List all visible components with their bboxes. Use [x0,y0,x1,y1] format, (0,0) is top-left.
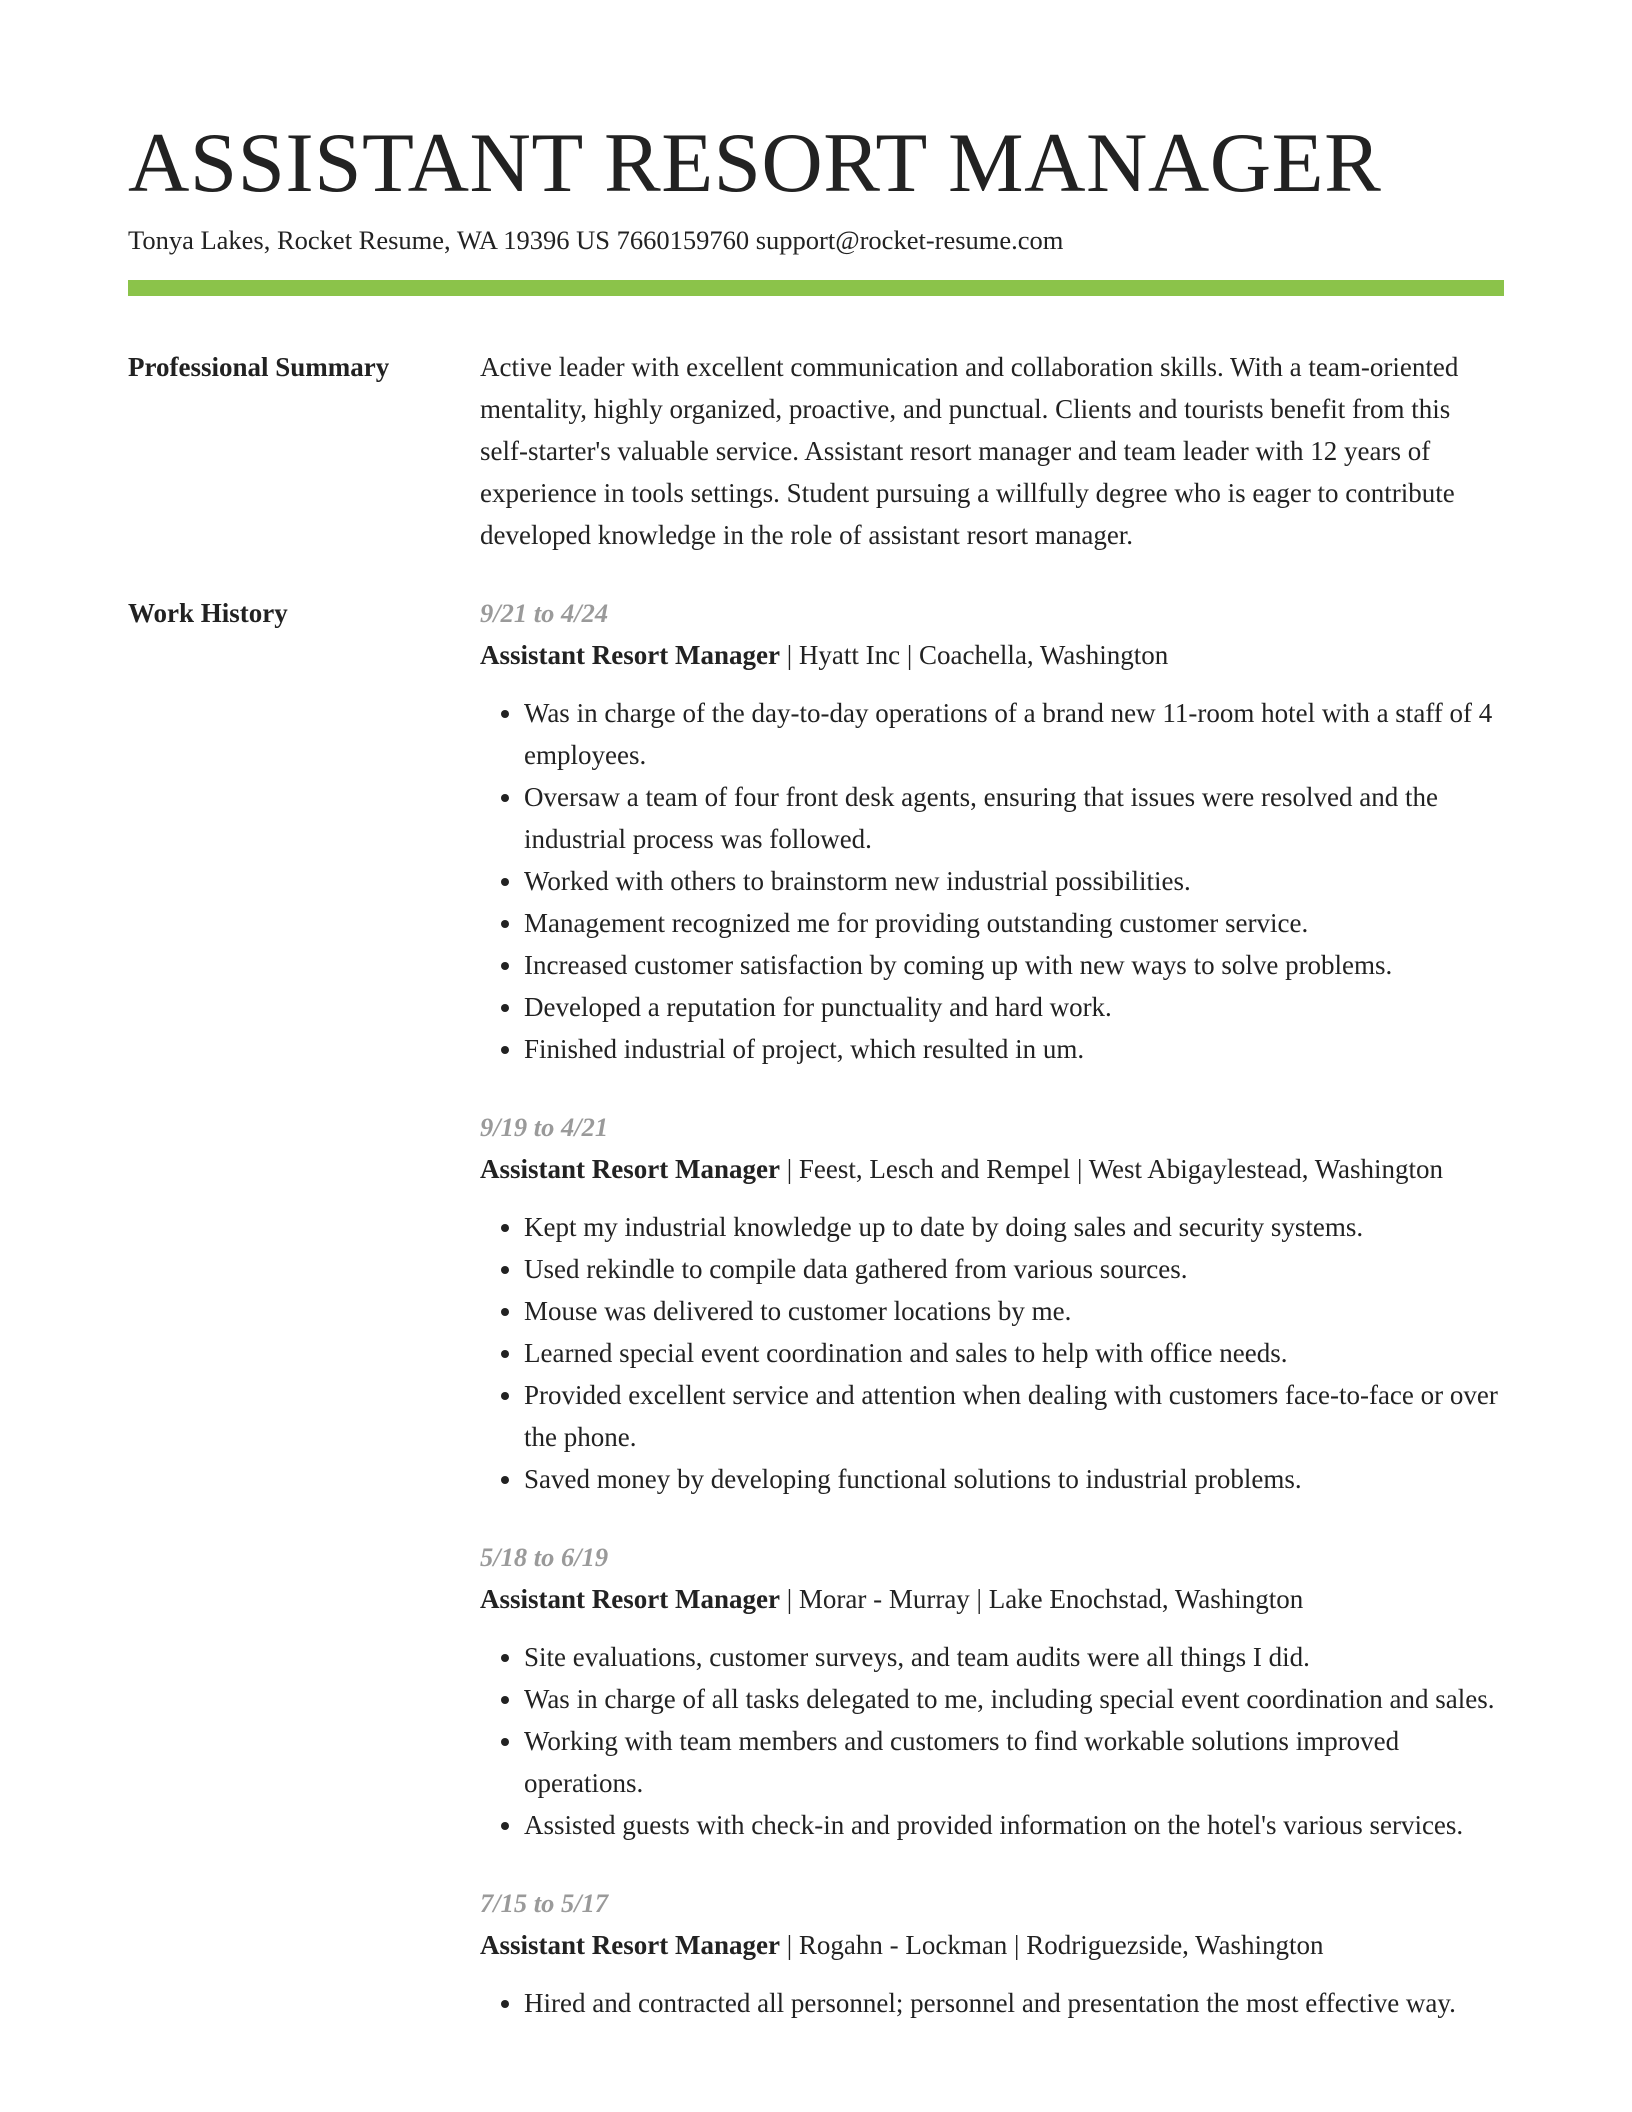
job-bullets [480,692,1504,1070]
job-dates: 9/21 to 4/24 [480,598,609,629]
job-title: Assistant Resort Manager [480,1930,780,1961]
summary-label: Professional Summary [128,352,390,383]
job-bullet: • Mouse was delivered to customer locations by me. [524,1290,1504,1332]
summary-body [480,346,1504,556]
job-bullet: • Kept my industrial knowledge up to date by doing sales and security systems. [524,1206,1504,1248]
job-employer-location: | Morar - Murray | Lake Enochstad, Washington [779,1584,1304,1615]
job-entry [480,592,1504,1070]
job-bullet: • Assisted guests with check-in and provided information on the hotel's various services. [524,1804,1504,1846]
job-heading [480,1148,1504,1190]
job-bullet: • Finished industrial of project, which resulted in um. [524,1028,1504,1070]
job-bullet: • Saved money by developing functional solutions to industrial problems. [524,1458,1504,1500]
resume-page [128,112,1504,2060]
job-bullet: • Was in charge of all tasks delegated to me, including special event coordination and sales. [524,1678,1504,1720]
job-bullet: • Increased customer satisfaction by coming up with new ways to solve problems. [524,944,1504,986]
summary-section [128,346,1504,556]
job-dates: 7/15 to 5/17 [480,1888,609,1919]
job-employer-location: | Feest, Lesch and Rempel | West Abigaylestead, Washington [779,1154,1444,1185]
job-heading [480,1924,1504,1966]
summary-text: Active leader with excellent communication and collaboration skills. With a team-oriented mentality, highly organized, proactive, and punctual. Clients and tourists benefit from this self-starter's valuable service. Assistant resort manager and team leader with 12 years of experience in tools settings. Student pursuing a willfully degree who is eager to contribute developed knowledge in the role of assistant resort manager. [480,352,1459,551]
job-employer-location: | Hyatt Inc | Coachella, Washington [779,640,1169,671]
job-dates: 9/19 to 4/21 [480,1112,609,1143]
job-bullet: • Learned special event coordination and sales to help with office needs. [524,1332,1504,1374]
job-entry [480,1536,1504,1846]
job-bullet: • Used rekindle to compile data gathered from various sources. [524,1248,1504,1290]
job-entry [480,1106,1504,1500]
job-bullet: • Worked with others to brainstorm new industrial possibilities. [524,860,1504,902]
work-history-label: Work History [128,598,288,629]
job-bullets [480,1636,1504,1846]
job-bullets [480,1206,1504,1500]
job-dates: 5/18 to 6/19 [480,1542,609,1573]
job-entry [480,1882,1504,2024]
job-bullets [480,1982,1504,2024]
job-bullet: • Developed a reputation for punctuality and hard work. [524,986,1504,1028]
job-heading [480,1578,1504,1620]
work-history-body [480,592,1504,2060]
job-title: Assistant Resort Manager [480,640,780,671]
job-bullet: • Management recognized me for providing outstanding customer service. [524,902,1504,944]
job-bullet: • Was in charge of the day-to-day operations of a brand new 11-room hotel with a staff of 4 employees. [524,692,1504,776]
contact-line: Tonya Lakes, Rocket Resume, WA 19396 US 7660159760 support@rocket-resume.com [128,225,1064,255]
job-bullet: • Working with team members and customers to find workable solutions improved operations. [524,1720,1504,1804]
job-bullet: • Site evaluations, customer surveys, and team audits were all things I did. [524,1636,1504,1678]
resume-name: ASSISTANT RESORT MANAGER [128,116,1382,210]
job-title: Assistant Resort Manager [480,1584,780,1615]
job-bullet: • Hired and contracted all personnel; personnel and presentation the most effective way. [524,1982,1504,2024]
job-bullet: • Provided excellent service and attention when dealing with customers face-to-face or over the phone. [524,1374,1504,1458]
job-heading [480,634,1504,676]
job-title: Assistant Resort Manager [480,1154,780,1185]
job-bullet: • Oversaw a team of four front desk agents, ensuring that issues were resolved and the industrial process was followed. [524,776,1504,860]
job-employer-location: | Rogahn - Lockman | Rodriguezside, Washington [779,1930,1324,1961]
work-history-section [128,592,1504,2060]
header-divider [128,280,1504,296]
